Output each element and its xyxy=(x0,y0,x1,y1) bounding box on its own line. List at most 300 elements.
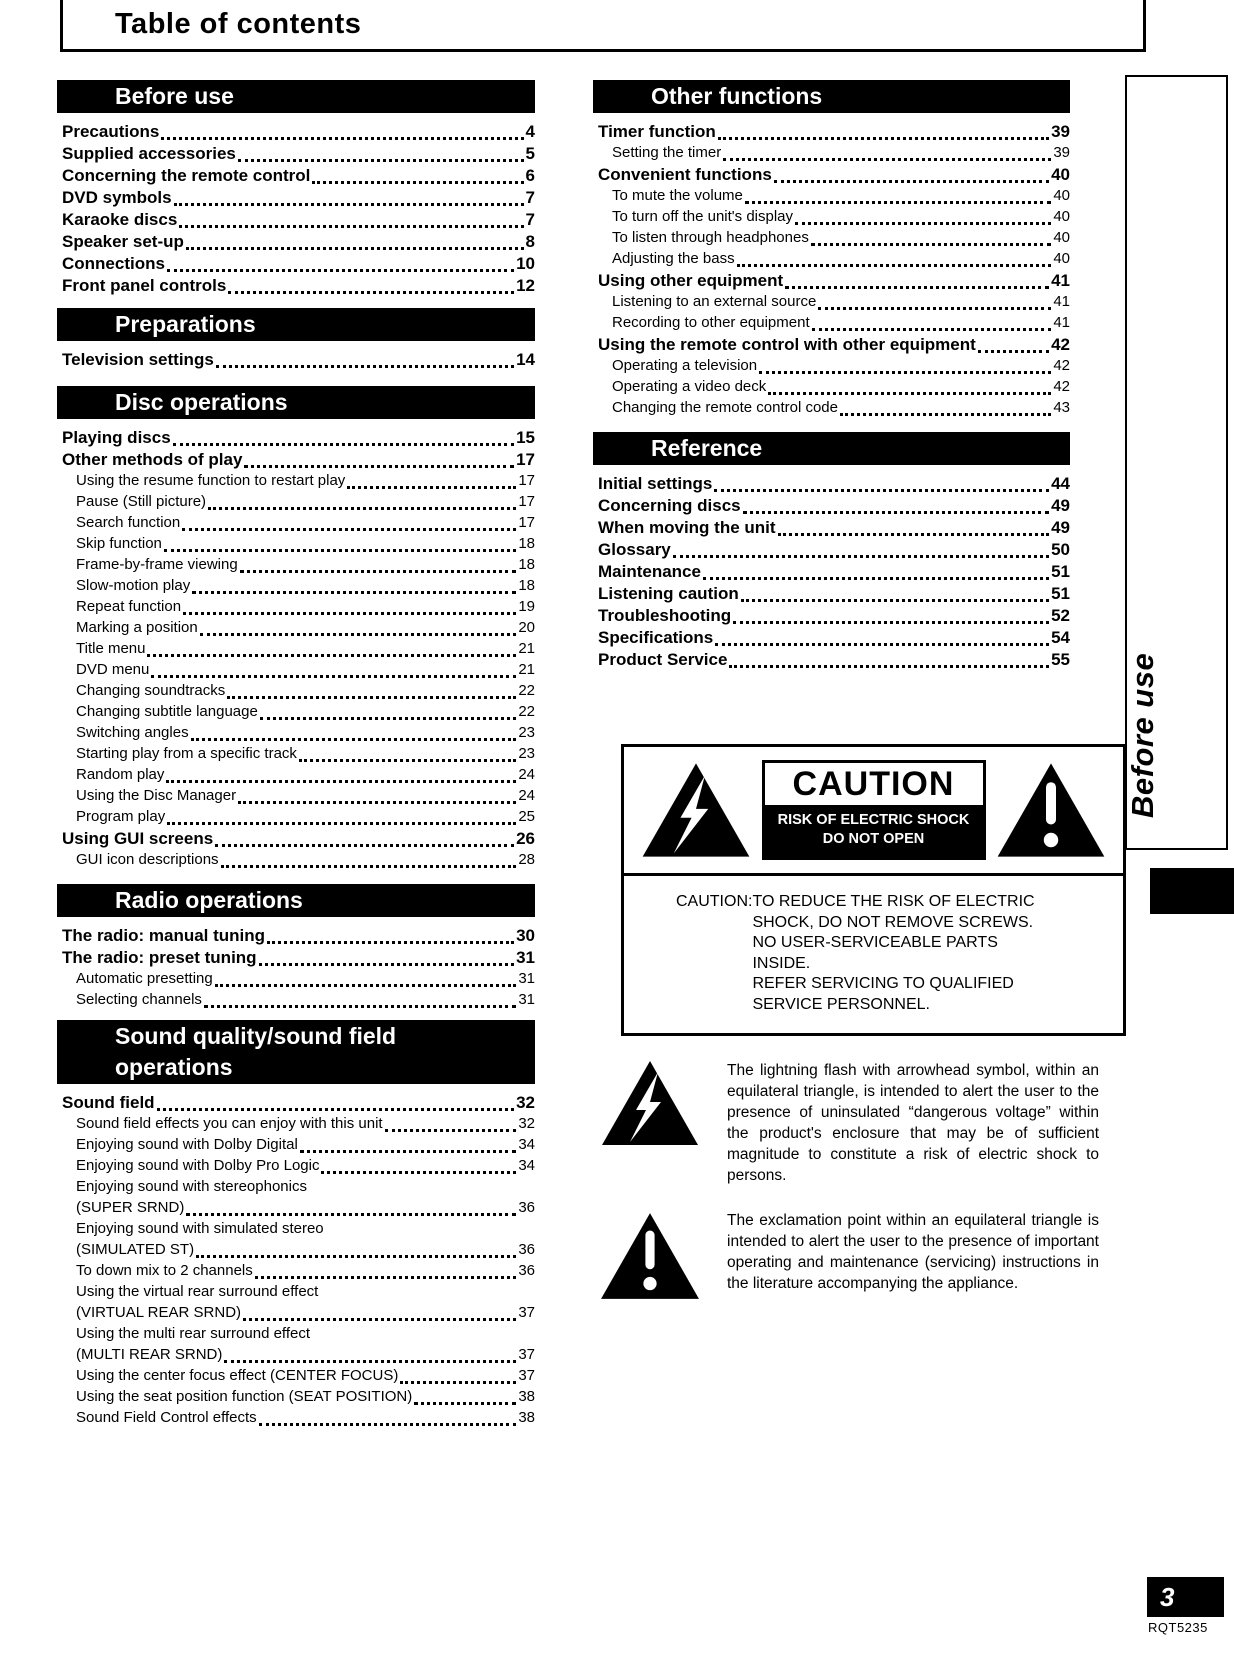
entry-label: DVD symbols xyxy=(62,188,172,207)
entry-page-number: 20 xyxy=(518,619,535,636)
entry-page-number: 23 xyxy=(518,724,535,741)
entry-page-number: 36 xyxy=(518,1199,535,1216)
entry-label: The radio: preset tuning xyxy=(62,948,257,967)
toc-entry xyxy=(593,378,1070,399)
entry-label: Starting play from a specific track xyxy=(76,745,297,762)
entry-label: Random play xyxy=(76,766,165,783)
toc-right-sections xyxy=(593,80,1070,672)
toc-entry xyxy=(57,1178,535,1199)
toc-left-column xyxy=(57,80,535,1442)
dot-leader xyxy=(414,1402,516,1405)
toc-entry xyxy=(57,1262,535,1283)
entry-page-number: 55 xyxy=(1051,650,1070,669)
entry-page-number: 34 xyxy=(518,1136,535,1153)
entry-label: To turn off the unit's display xyxy=(612,208,794,225)
toc-entry xyxy=(593,271,1070,293)
entry-page-number: 15 xyxy=(516,428,535,447)
entry-page-number: 18 xyxy=(518,535,535,552)
dot-leader xyxy=(192,591,516,594)
dot-leader xyxy=(785,286,1049,289)
entry-label: Setting the timer xyxy=(612,144,722,161)
entry-page-number: 32 xyxy=(518,1115,535,1132)
entry-page-number: 51 xyxy=(1051,584,1070,603)
entry-label: Sound field effects you can enjoy with this unit xyxy=(76,1115,383,1132)
note-exclamation xyxy=(599,1208,1099,1304)
toc-entry xyxy=(57,514,535,535)
section-header-line: Sound quality/sound field xyxy=(115,1023,397,1049)
toc-entry xyxy=(57,661,535,682)
dot-leader xyxy=(723,158,1051,161)
toc-section xyxy=(57,1020,535,1430)
entry-label: Glossary xyxy=(598,540,671,559)
toc-entry xyxy=(593,540,1070,562)
entry-label: Switching angles xyxy=(76,724,189,741)
entry-label: Title menu xyxy=(76,640,146,657)
toc-right-column xyxy=(593,80,1099,1304)
dot-leader xyxy=(673,555,1049,558)
entry-label: Listening to an external source xyxy=(612,293,817,310)
entry-label: Using the remote control with other equipment xyxy=(598,335,976,354)
entry-label: When moving the unit xyxy=(598,518,776,537)
page-number-box xyxy=(1147,1577,1224,1617)
dot-leader xyxy=(812,328,1052,331)
dot-leader xyxy=(795,222,1051,225)
caution-warning-lines xyxy=(752,892,1034,1015)
entry-page-number: 39 xyxy=(1051,122,1070,141)
toc-entry xyxy=(593,357,1070,378)
toc-entry xyxy=(57,535,535,556)
section-header xyxy=(57,884,535,917)
entry-label: Adjusting the bass xyxy=(612,250,735,267)
section-header-line: Other functions xyxy=(651,83,823,109)
entry-page-number: 42 xyxy=(1051,335,1070,354)
entry-page-number: 41 xyxy=(1051,271,1070,290)
entry-page-number: 21 xyxy=(518,661,535,678)
dot-leader xyxy=(238,801,516,804)
caution-warning-line: INSIDE. xyxy=(752,954,811,972)
entry-label: Karaoke discs xyxy=(62,210,178,229)
dot-leader xyxy=(221,865,517,868)
dot-leader xyxy=(260,717,517,720)
toc-entry xyxy=(57,1199,535,1220)
lightning-triangle-icon xyxy=(638,760,754,860)
dot-leader xyxy=(715,643,1049,646)
dot-leader xyxy=(718,137,1049,140)
entry-page-number: 51 xyxy=(1051,562,1070,581)
toc-entry xyxy=(57,1283,535,1304)
toc-entry xyxy=(593,584,1070,606)
page-number: 3 xyxy=(1160,1582,1175,1612)
toc-entry xyxy=(593,208,1070,229)
toc-entry xyxy=(57,991,535,1012)
entry-page-number: 18 xyxy=(518,577,535,594)
dot-leader xyxy=(778,533,1050,536)
entry-label: Connections xyxy=(62,254,165,273)
entry-page-number: 42 xyxy=(1053,378,1070,395)
caution-header xyxy=(624,747,1123,876)
entry-label: Using the Disc Manager xyxy=(76,787,237,804)
entry-page-number: 8 xyxy=(525,232,535,251)
entry-label: Timer function xyxy=(598,122,716,141)
toc-entry xyxy=(593,314,1070,335)
dot-leader xyxy=(186,1213,516,1216)
dot-leader xyxy=(312,181,523,184)
toc-entry xyxy=(593,229,1070,250)
dot-leader xyxy=(729,665,1049,668)
dot-leader xyxy=(204,1005,516,1008)
entry-label: Enjoying sound with simulated stereo xyxy=(76,1220,324,1237)
entry-page-number: 54 xyxy=(1051,628,1070,647)
entry-label: Using the virtual rear surround effect xyxy=(76,1283,319,1300)
entry-label: Enjoying sound with Dolby Pro Logic xyxy=(76,1157,320,1174)
dot-leader xyxy=(743,511,1049,514)
entry-label: Concerning the remote control xyxy=(62,166,311,185)
toc-entry xyxy=(57,598,535,619)
entry-page-number: 36 xyxy=(518,1241,535,1258)
entry-page-number: 43 xyxy=(1053,399,1070,416)
section-header xyxy=(593,432,1070,465)
caution-risk-text xyxy=(765,805,983,857)
entry-page-number: 50 xyxy=(1051,540,1070,559)
dot-leader xyxy=(179,225,523,228)
dot-leader xyxy=(161,137,523,140)
entry-label: Product Service xyxy=(598,650,728,669)
section-header xyxy=(57,386,535,419)
caution-warning xyxy=(624,876,1123,1033)
dot-leader xyxy=(215,984,517,987)
entry-page-number: 4 xyxy=(525,122,535,141)
entry-page-number: 17 xyxy=(518,493,535,510)
entry-label: Changing subtitle language xyxy=(76,703,258,720)
entry-page-number: 31 xyxy=(518,991,535,1008)
caution-warning-line: SERVICE PERSONNEL. xyxy=(752,995,930,1013)
entry-page-number: 40 xyxy=(1053,208,1070,225)
chapter-sidebar-label: Before use xyxy=(1125,652,1160,818)
entry-label: Changing the remote control code xyxy=(612,399,838,416)
dot-leader xyxy=(167,269,514,272)
toc-entry xyxy=(57,829,535,851)
entry-label: Using the resume function to restart play xyxy=(76,472,346,489)
entry-label: Speaker set-up xyxy=(62,232,184,251)
entry-label: Search function xyxy=(76,514,181,531)
toc-entry xyxy=(593,628,1070,650)
entry-label: Television settings xyxy=(62,350,214,369)
entry-label: Troubleshooting xyxy=(598,606,732,625)
toc-entry xyxy=(57,450,535,472)
dot-leader xyxy=(224,1360,516,1363)
entry-label: Sound field xyxy=(62,1093,155,1112)
toc-entry xyxy=(57,254,535,276)
dot-leader xyxy=(173,443,514,446)
section-header-line: Preparations xyxy=(115,311,256,337)
toc-entry xyxy=(57,144,535,166)
entry-page-number: 22 xyxy=(518,682,535,699)
dot-leader xyxy=(240,570,517,573)
entry-page-number: 38 xyxy=(518,1388,535,1405)
dot-leader xyxy=(759,371,1051,374)
dot-leader xyxy=(191,738,517,741)
toc-entry xyxy=(57,472,535,493)
dot-leader xyxy=(768,392,1051,395)
entry-label: Frame-by-frame viewing xyxy=(76,556,238,573)
entry-label: Enjoying sound with stereophonics xyxy=(76,1178,307,1195)
dot-leader xyxy=(259,1423,517,1426)
dot-leader xyxy=(733,621,1049,624)
dot-leader xyxy=(166,780,516,783)
dot-leader xyxy=(400,1381,516,1384)
dot-leader xyxy=(321,1171,516,1174)
toc-entry xyxy=(57,808,535,829)
dot-leader xyxy=(183,612,516,615)
caution-risk-line1: RISK OF ELECTRIC SHOCK xyxy=(777,812,970,828)
toc-entry xyxy=(57,703,535,724)
toc-entry xyxy=(57,1409,535,1430)
entry-label: GUI icon descriptions xyxy=(76,851,219,868)
chapter-sidebar xyxy=(1125,75,1228,850)
toc-entry xyxy=(57,232,535,254)
dot-leader xyxy=(174,203,524,206)
entry-page-number: 40 xyxy=(1053,187,1070,204)
dot-leader xyxy=(714,489,1049,492)
toc-section xyxy=(57,80,535,298)
note-text: The exclamation point within an equilateral triangle is intended to alert the user to the presence of important operating and maintenance (servicing) instructions in the literature accompanying the appliance. xyxy=(727,1212,1099,1292)
toc-entry xyxy=(57,1115,535,1136)
toc-entry xyxy=(57,188,535,210)
toc-entry xyxy=(57,1367,535,1388)
dot-leader xyxy=(267,941,514,944)
entry-page-number: 40 xyxy=(1053,250,1070,267)
dot-leader xyxy=(811,243,1051,246)
dot-leader xyxy=(244,465,514,468)
entry-label: Recording to other equipment xyxy=(612,314,810,331)
toc-entry xyxy=(57,1220,535,1241)
toc-entry xyxy=(593,399,1070,420)
entry-page-number: 49 xyxy=(1051,496,1070,515)
entry-label: Pause (Still picture) xyxy=(76,493,207,510)
toc-entry xyxy=(57,1093,535,1115)
entry-label: The radio: manual tuning xyxy=(62,926,266,945)
entry-page-number: 41 xyxy=(1053,314,1070,331)
toc-entry xyxy=(593,518,1070,540)
toc-entry xyxy=(57,276,535,298)
entry-label: Repeat function xyxy=(76,598,182,615)
dot-leader xyxy=(167,822,516,825)
entry-page-number: 34 xyxy=(518,1157,535,1174)
entry-label: Precautions xyxy=(62,122,160,141)
entry-label: Front panel controls xyxy=(62,276,227,295)
caution-title: CAUTION xyxy=(792,765,955,803)
entry-page-number: 12 xyxy=(516,276,535,295)
entry-label: Using other equipment xyxy=(598,271,784,290)
toc-entry xyxy=(57,851,535,872)
entry-page-number: 5 xyxy=(525,144,535,163)
caution-warning-line: REFER SERVICING TO QUALIFIED xyxy=(752,975,1014,992)
entry-label: Convenient functions xyxy=(598,165,772,184)
toc-entry xyxy=(593,650,1070,672)
toc-entry xyxy=(57,1241,535,1262)
entry-label: Other methods of play xyxy=(62,450,243,469)
toc-entry xyxy=(57,745,535,766)
toc-entry xyxy=(57,428,535,450)
chapter-tab-marker xyxy=(1150,868,1234,914)
entry-page-number: 41 xyxy=(1053,293,1070,310)
dot-leader xyxy=(259,963,515,966)
dot-leader xyxy=(703,577,1049,580)
entry-label: Specifications xyxy=(598,628,714,647)
entry-label: Operating a television xyxy=(612,357,758,374)
toc-entry xyxy=(57,787,535,808)
entry-label: Supplied accessories xyxy=(62,144,236,163)
entry-label: (SIMULATED ST) xyxy=(76,1241,195,1258)
entry-label: Using the center focus effect (CENTER FOCUS) xyxy=(76,1367,399,1384)
section-header-line: Before use xyxy=(115,83,234,109)
entry-label: Operating a video deck xyxy=(612,378,767,395)
dot-leader xyxy=(745,201,1051,204)
entry-page-number: 32 xyxy=(516,1093,535,1112)
entry-page-number: 22 xyxy=(518,703,535,720)
entry-label: Maintenance xyxy=(598,562,701,581)
model-code: RQT5235 xyxy=(1148,1620,1208,1635)
toc-entry xyxy=(593,165,1070,187)
toc-entry xyxy=(57,948,535,970)
toc-entry xyxy=(593,122,1070,144)
caution-box xyxy=(621,744,1126,1036)
toc-entry xyxy=(593,250,1070,271)
toc-entry xyxy=(57,577,535,598)
entry-label: (MULTI REAR SRND) xyxy=(76,1346,223,1363)
toc-entry xyxy=(57,1136,535,1157)
dot-leader xyxy=(164,549,516,552)
dot-leader xyxy=(186,247,524,250)
toc-entry xyxy=(57,1304,535,1325)
note-lightning xyxy=(599,1058,1099,1186)
dot-leader xyxy=(300,1150,517,1153)
toc-entry xyxy=(57,1346,535,1367)
entry-label: Using the multi rear surround effect xyxy=(76,1325,311,1342)
entry-label: Enjoying sound with Dolby Digital xyxy=(76,1136,298,1153)
entry-page-number: 19 xyxy=(518,598,535,615)
entry-label: (VIRTUAL REAR SRND) xyxy=(76,1304,242,1321)
dot-leader xyxy=(347,486,516,489)
toc-entry xyxy=(57,166,535,188)
dot-leader xyxy=(182,528,516,531)
entry-page-number: 26 xyxy=(516,829,535,848)
toc-entry xyxy=(593,144,1070,165)
dot-leader xyxy=(228,291,514,294)
toc-entry xyxy=(57,926,535,948)
entry-label: Program play xyxy=(76,808,166,825)
entry-label: Selecting channels xyxy=(76,991,202,1008)
entry-page-number: 40 xyxy=(1053,229,1070,246)
entry-page-number: 30 xyxy=(516,926,535,945)
dot-leader xyxy=(151,675,516,678)
lightning-triangle-icon xyxy=(599,1058,701,1148)
toc-entry xyxy=(57,1157,535,1178)
dot-leader xyxy=(200,633,517,636)
dot-leader xyxy=(385,1129,517,1132)
section-header-line: Radio operations xyxy=(115,887,303,913)
toc-entry xyxy=(593,474,1070,496)
entry-label: To down mix to 2 channels xyxy=(76,1262,253,1279)
entry-page-number: 39 xyxy=(1053,144,1070,161)
entry-page-number: 44 xyxy=(1051,474,1070,493)
title-frame xyxy=(60,0,1146,52)
entry-label: (SUPER SRND) xyxy=(76,1199,185,1216)
entry-label: Initial settings xyxy=(598,474,713,493)
entry-page-number: 31 xyxy=(518,970,535,987)
dot-leader xyxy=(737,264,1052,267)
entry-page-number: 7 xyxy=(525,188,535,207)
entry-page-number: 38 xyxy=(518,1409,535,1426)
entry-page-number: 24 xyxy=(518,766,535,783)
toc-entry xyxy=(57,350,535,372)
toc-section xyxy=(593,80,1070,420)
toc-entry xyxy=(57,493,535,514)
caution-warning-prefix: CAUTION: xyxy=(676,893,753,910)
entry-page-number: 17 xyxy=(518,472,535,489)
toc-entry xyxy=(593,293,1070,314)
exclamation-triangle-icon xyxy=(993,760,1109,860)
entry-page-number: 28 xyxy=(518,851,535,868)
entry-page-number: 6 xyxy=(525,166,535,185)
toc-entry xyxy=(57,970,535,991)
dot-leader xyxy=(741,599,1049,602)
dot-leader xyxy=(227,696,516,699)
toc-entry xyxy=(57,640,535,661)
entry-label: DVD menu xyxy=(76,661,150,678)
section-header xyxy=(57,80,535,113)
entry-page-number: 18 xyxy=(518,556,535,573)
dot-leader xyxy=(818,307,1051,310)
entry-page-number: 10 xyxy=(516,254,535,273)
toc-entry xyxy=(57,619,535,640)
toc-entry xyxy=(57,724,535,745)
caution-risk-line2: DO NOT OPEN xyxy=(822,831,925,847)
entry-label: Automatic presetting xyxy=(76,970,213,987)
toc-entry xyxy=(593,496,1070,518)
toc-section xyxy=(57,308,535,372)
entry-label: Slow-motion play xyxy=(76,577,191,594)
caution-panel xyxy=(762,760,986,860)
toc-section xyxy=(57,884,535,1012)
entry-page-number: 31 xyxy=(516,948,535,967)
toc-entry xyxy=(57,1325,535,1346)
entry-label: To mute the volume xyxy=(612,187,743,204)
entry-label: Listening caution xyxy=(598,584,739,603)
page-title: Table of contents xyxy=(115,8,362,40)
entry-page-number: 25 xyxy=(518,808,535,825)
dot-leader xyxy=(216,365,514,368)
entry-page-number: 49 xyxy=(1051,518,1070,537)
entry-page-number: 37 xyxy=(518,1367,535,1384)
dot-leader xyxy=(208,507,516,510)
entry-page-number: 36 xyxy=(518,1262,535,1279)
entry-page-number: 7 xyxy=(525,210,535,229)
dot-leader xyxy=(255,1276,517,1279)
entry-page-number: 17 xyxy=(516,450,535,469)
dot-leader xyxy=(299,759,516,762)
section-header-line: operations xyxy=(115,1054,233,1080)
entry-label: Changing soundtracks xyxy=(76,682,226,699)
toc-entry xyxy=(57,682,535,703)
caution-warning-line: SHOCK, DO NOT REMOVE SCREWS. xyxy=(752,913,1034,931)
entry-page-number: 24 xyxy=(518,787,535,804)
dot-leader xyxy=(196,1255,516,1258)
dot-leader xyxy=(215,844,514,847)
entry-page-number: 37 xyxy=(518,1304,535,1321)
toc-entry xyxy=(593,606,1070,628)
entry-label: Skip function xyxy=(76,535,162,552)
